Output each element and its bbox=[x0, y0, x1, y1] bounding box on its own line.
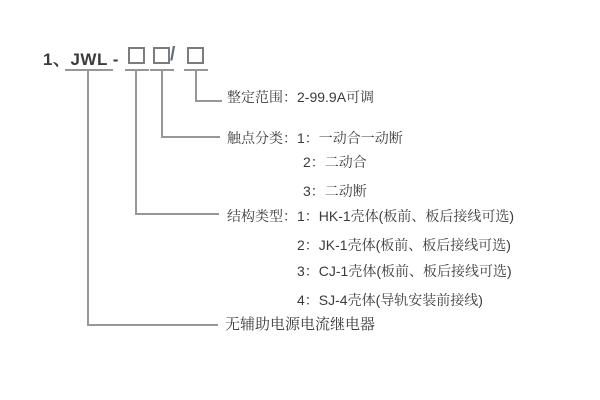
connector-vertical-contact bbox=[161, 69, 163, 138]
connector-elbow-relay-name bbox=[87, 324, 218, 326]
model-prefix: 1、JWL - bbox=[43, 50, 119, 69]
stub-underline-box1 bbox=[125, 69, 149, 71]
placeholder-box-range bbox=[187, 47, 204, 64]
label-contact-category: 触点分类：1：一动合一动断 bbox=[227, 130, 403, 146]
placeholder-box-contact bbox=[153, 47, 170, 64]
label-structure-type: 结构类型：1：HK-1壳体(板前、板后接线可选) bbox=[227, 208, 515, 224]
stub-underline-jwl bbox=[65, 69, 113, 71]
label-contact-option-2: 2：二动合 bbox=[303, 154, 367, 170]
label-structure-option-2: 2：JK-1壳体(板前、板后接线可选) bbox=[297, 237, 511, 253]
connector-elbow-contact bbox=[161, 136, 220, 138]
label-structure-option-3: 3：CJ-1壳体(板前、板后接线可选) bbox=[297, 263, 512, 279]
label-contact-option-3: 3：二动断 bbox=[303, 183, 367, 199]
label-structure-option-4: 4：SJ-4壳体(导轨安装前接线) bbox=[297, 292, 483, 308]
connector-vertical-structure bbox=[135, 69, 137, 215]
connector-elbow-range bbox=[195, 100, 222, 102]
connector-vertical-jwl bbox=[87, 69, 89, 326]
connector-vertical-range bbox=[195, 69, 197, 102]
label-setting-range: 整定范围：2-99.9A可调 bbox=[227, 89, 375, 105]
separator-slash: / bbox=[170, 44, 176, 65]
connector-elbow-structure bbox=[135, 213, 219, 215]
label-relay-name: 无辅助电源电流继电器 bbox=[225, 316, 376, 333]
placeholder-box-structure bbox=[128, 47, 145, 64]
